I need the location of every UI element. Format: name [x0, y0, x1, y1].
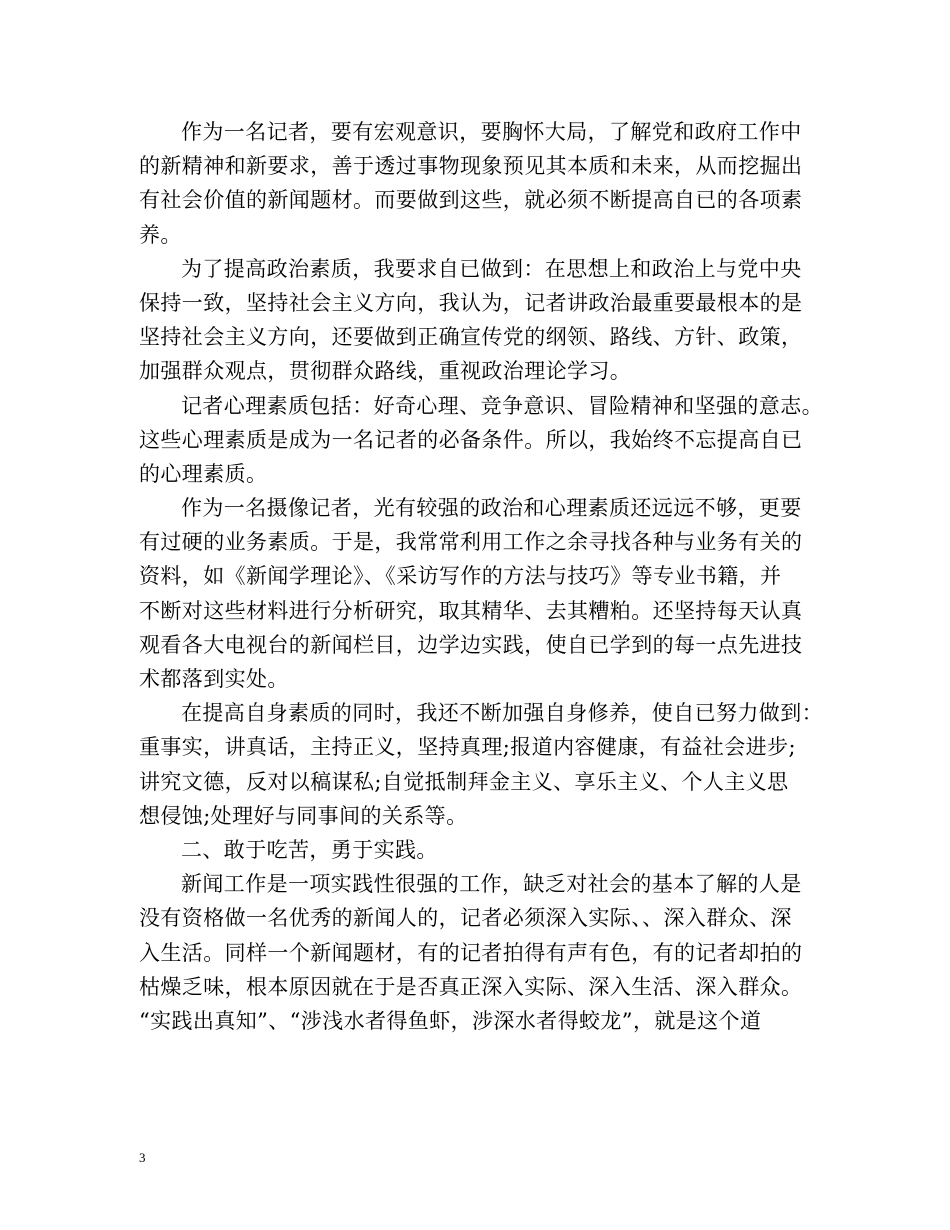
- paragraph-line: 有社会价值的新闻题材。而要做到这些，就必须不断提高自已的各项素: [139, 188, 803, 213]
- paragraph-line: 没有资格做一名优秀的新闻人的，记者必须深入实际、、深入群众、深: [139, 906, 792, 931]
- section-heading: 二、敢于吃苦，勇于实践。: [181, 837, 438, 862]
- paragraph-line: 的心理素质。: [139, 461, 268, 486]
- paragraph-line: 养。: [139, 222, 182, 247]
- paragraph-line: 的新精神和新要求，善于透过事物现象预见其本质和未来，从而挖掘出: [139, 154, 803, 179]
- paragraph-line: 加强群众观点，贯彻群众路线，重视政治理论学习。: [139, 359, 632, 384]
- paragraph-line: 新闻工作是一项实践性很强的工作，缺乏对社会的基本了解的人是: [181, 872, 802, 897]
- paragraph-line: 作为一名记者，要有宏观意识，要胸怀大局，了解党和政府工作中: [181, 120, 802, 144]
- paragraph-line: 资料，如《新闻学理论》、《采访写作的方法与技巧》等专业书籍，并: [139, 564, 782, 589]
- paragraph-line: 作为一名摄像记者，光有较强的政治和心理素质还远远不够，更要: [181, 496, 802, 521]
- paragraph-line: 想侵蚀;处理好与同事间的关系等。: [139, 803, 468, 828]
- paragraph-line: 坚持社会主义方向，还要做到正确宣传党的纲领、路线、方针、政策，: [139, 325, 803, 350]
- paragraph-line: 这些心理素质是成为一名记者的必备条件。所以，我始终不忘提高自已: [139, 427, 803, 452]
- paragraph-line: 保持一致，坚持社会主义方向，我认为，记者讲政治最重要最根本的是: [139, 290, 803, 315]
- paragraph-line: 讲究文德，反对以稿谋私;自觉抵制拜金主义、享乐主义、个人主义思: [139, 769, 789, 794]
- paragraph-line: 记者心理素质包括：好奇心理、竞争意识、冒险精神和坚强的意志。: [181, 393, 823, 418]
- page-number: 3: [139, 1150, 146, 1165]
- document-body: [139, 115, 829, 1038]
- paragraph-line: 枯燥乏味，根本原因就在于是否真正深入实际、深入生活、深入群众。: [139, 974, 803, 999]
- paragraph-line: 重事实，讲真话，主持正义，坚持真理;报道内容健康，有益社会进步;: [139, 735, 796, 760]
- paragraph-line: “实践出真知”、“涉浅水者得鱼虾，涉深水者得蛟龙”，就是这个道: [139, 1008, 762, 1033]
- paragraph-line: 术都落到实处。: [139, 667, 289, 691]
- paragraph-line: 在提高自身素质的同时，我还不断加强自身修养，使自已努力做到：: [181, 701, 823, 726]
- paragraph-line: 有过硬的业务素质。于是，我常常利用工作之余寻找各种与业务有关的: [139, 530, 803, 555]
- paragraph-line: 不断对这些材料进行分析研究，取其精华、去其糟粕。还坚持每天认真: [139, 598, 803, 623]
- paragraph-line: 观看各大电视台的新闻栏目，边学边实践，使自已学到的每一点先进技: [139, 632, 803, 657]
- paragraph-line: 为了提高政治素质，我要求自已做到：在思想上和政治上与党中央: [181, 256, 802, 281]
- paragraph-line: 入生活。同样一个新闻题材，有的记者拍得有声有色，有的记者却拍的: [139, 940, 803, 965]
